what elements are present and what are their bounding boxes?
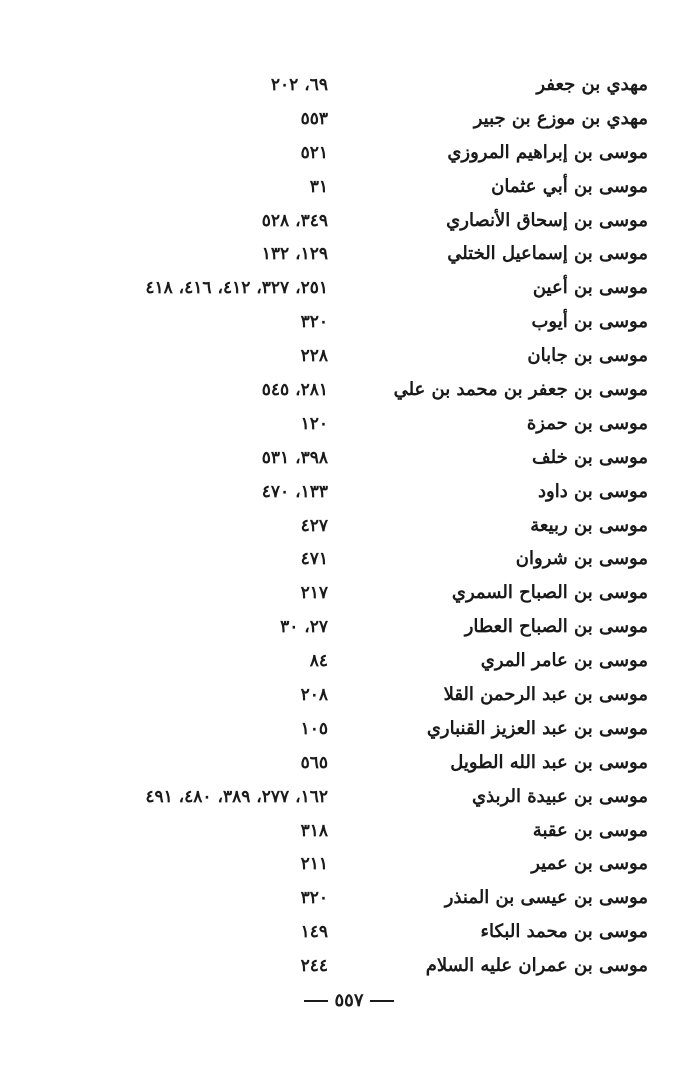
entry-name: موسى بن عيسى بن المنذر	[444, 887, 648, 909]
index-entry	[0, 339, 698, 373]
entry-name: موسى بن جابان	[527, 345, 648, 367]
entry-name: موسى بن عمران عليه السلام	[425, 955, 648, 977]
index-entry	[0, 712, 698, 746]
entry-name: موسى بن عقبة	[532, 819, 648, 841]
entry-page-refs: ٨٤	[309, 651, 328, 672]
index-entry	[0, 305, 698, 339]
entry-name: موسى بن عبد الرحمن القلا	[443, 684, 648, 706]
dash-right	[304, 1000, 328, 1002]
entry-name: موسى بن داود	[538, 480, 648, 502]
entry-name: موسى بن إسحاق الأنصاري	[446, 209, 648, 231]
entry-page-refs: ١٢٠	[300, 413, 328, 434]
entry-page-refs: ٣٤٩، ٥٢٨	[261, 210, 328, 231]
entry-page-refs: ٦٩، ٢٠٢	[270, 75, 328, 95]
index-entry	[0, 814, 698, 848]
entry-name: موسى بن خلف	[532, 446, 648, 468]
entry-name: موسى بن عبيدة الربذي	[472, 785, 648, 807]
index-entry	[0, 407, 698, 441]
entry-page-refs: ٣٢٠	[300, 312, 328, 333]
index-entry	[0, 509, 698, 543]
index-entry	[0, 68, 698, 102]
entry-page-refs: ٢٠٨	[300, 685, 328, 706]
index-entry	[0, 847, 698, 881]
entry-page-refs: ٤٧١	[300, 549, 328, 570]
index-entry	[0, 102, 698, 136]
index-entry	[0, 915, 698, 949]
entry-page-refs: ٢٤٤	[300, 956, 328, 977]
index-entry	[0, 441, 698, 475]
entry-page-refs: ٢٨١، ٥٤٥	[261, 380, 328, 401]
entry-name: موسى بن عمير	[531, 853, 648, 875]
index-entry	[0, 746, 698, 780]
entry-page-refs: ٢١٧	[300, 583, 328, 604]
entry-page-refs: ١٢٩، ١٣٢	[261, 244, 328, 265]
entry-page-refs: ٥٢١	[300, 142, 328, 163]
index-entry	[0, 542, 698, 576]
entry-page-refs: ٣١	[309, 176, 328, 197]
index-entry	[0, 136, 698, 170]
entry-name: مهدي بن جعفر	[536, 74, 648, 95]
index-entry	[0, 271, 698, 305]
entry-page-refs: ٥٦٥	[300, 752, 328, 773]
entry-name: موسى بن الصباح السمري	[451, 582, 648, 604]
entry-page-refs: ٢٧، ٣٠	[280, 617, 328, 638]
index-entry	[0, 881, 698, 915]
index-entry	[0, 373, 698, 407]
entry-page-refs: ٥٥٣	[300, 108, 328, 129]
index-entry	[0, 237, 698, 271]
entry-page-refs: ١٦٢، ٢٧٧، ٣٨٩، ٤٨٠، ٤٩١	[145, 786, 328, 807]
entry-page-refs: ٤٢٧	[300, 515, 328, 536]
index-entry	[0, 204, 698, 238]
entry-name: موسى بن أعين	[532, 277, 648, 299]
entry-name: موسى بن شروان	[515, 548, 648, 570]
entry-page-refs: ١٠٥	[300, 718, 328, 739]
page-number-footer	[0, 990, 698, 1011]
entry-page-refs: ٢٢٨	[300, 346, 328, 367]
index-entry	[0, 678, 698, 712]
entry-name: موسى بن حمزة	[526, 412, 648, 434]
entry-name: موسى بن ربيعة	[530, 514, 648, 536]
entry-name: موسى بن إسماعيل الختلي	[447, 243, 648, 265]
entry-name: موسى بن عامر المري	[480, 650, 648, 672]
page-number: ٥٥٧	[334, 990, 364, 1011]
name-index-list	[0, 68, 698, 983]
index-entry	[0, 780, 698, 814]
index-entry	[0, 610, 698, 644]
entry-name: موسى بن أيوب	[531, 311, 648, 333]
index-entry	[0, 170, 698, 204]
entry-page-refs: ١٤٩	[300, 922, 328, 943]
dash-left	[370, 1000, 394, 1002]
entry-name: موسى بن عبد الله الطويل	[450, 751, 648, 773]
index-entry	[0, 644, 698, 678]
entry-page-refs: ٢٥١، ٣٢٧، ٤١٢، ٤١٦، ٤١٨	[145, 278, 328, 299]
entry-page-refs: ٣١٨	[300, 820, 328, 841]
entry-page-refs: ١٣٣، ٤٧٠	[261, 481, 328, 502]
entry-name: موسى بن محمد البكاء	[480, 921, 648, 943]
entry-name: موسى بن عبد العزيز القنباري	[426, 717, 648, 739]
index-entry	[0, 576, 698, 610]
entry-page-refs: ٢١١	[300, 854, 328, 875]
entry-name: موسى بن أبي عثمان	[491, 175, 648, 197]
index-entry	[0, 949, 698, 983]
entry-name: موسى بن إبراهيم المروزي	[447, 141, 648, 163]
entry-name: موسى بن الصباح العطار	[464, 616, 648, 638]
entry-name: موسى بن جعفر بن محمد بن علي	[393, 379, 648, 401]
entry-name: مهدي بن موزع بن جبير	[473, 107, 648, 129]
index-entry	[0, 475, 698, 509]
entry-page-refs: ٣٢٠	[300, 888, 328, 909]
entry-page-refs: ٣٩٨، ٥٣١	[261, 447, 328, 468]
